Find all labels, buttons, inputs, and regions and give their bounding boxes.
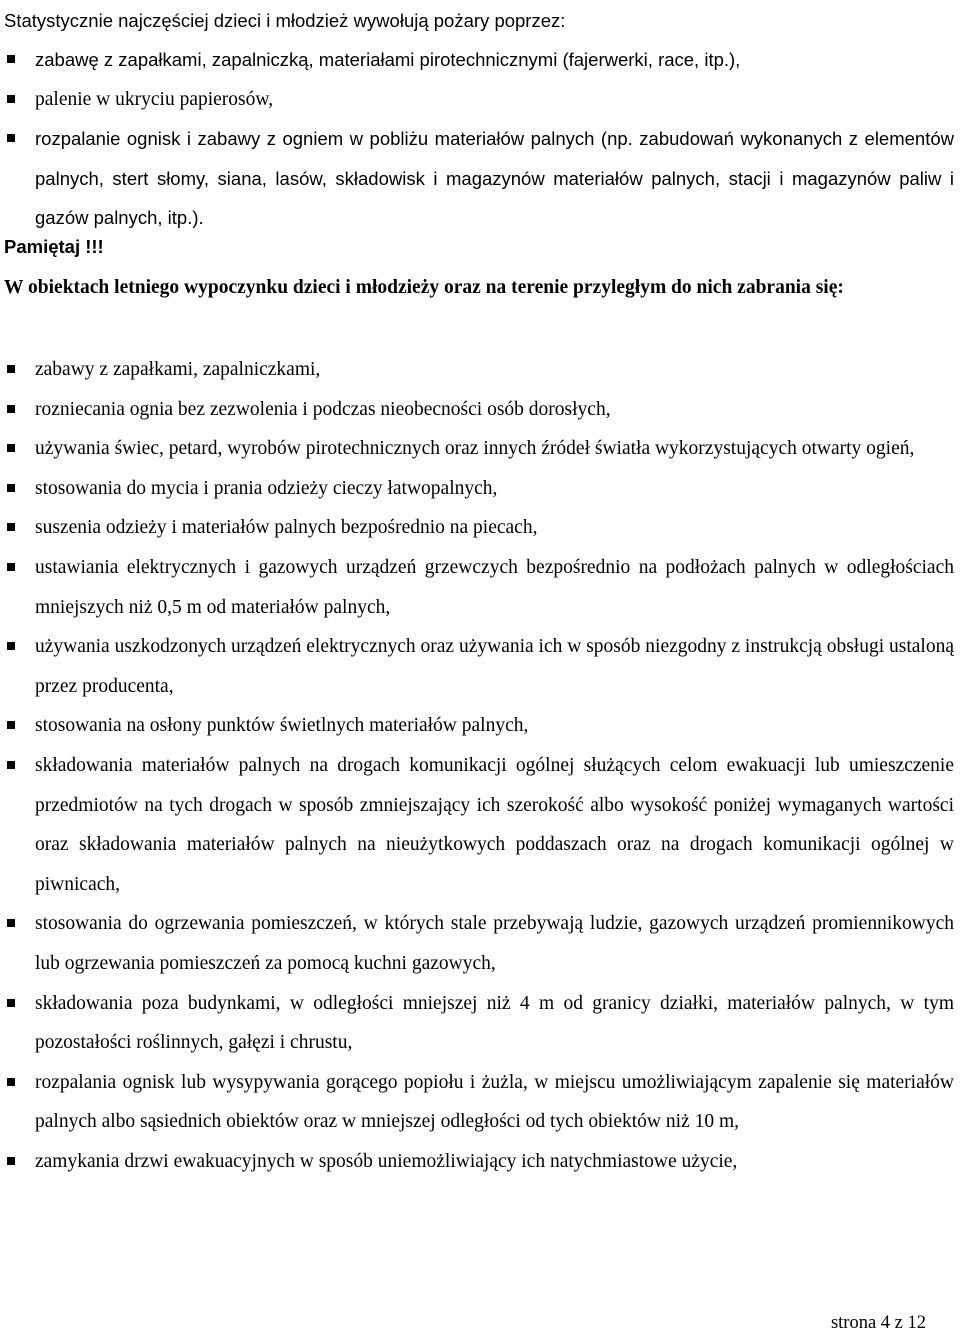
list-item-text: palenie w ukryciu papierosów, [35, 88, 274, 110]
square-bullet-icon [7, 761, 15, 769]
list-item [4, 746, 954, 904]
list-item [4, 429, 954, 469]
list-item-text: stosowania do mycia i prania odzieży cieczy łatwopalnych, [35, 477, 498, 499]
list-item [4, 904, 954, 983]
causes-list [4, 40, 954, 238]
square-bullet-icon [7, 405, 15, 413]
square-bullet-icon [7, 919, 15, 927]
list-item-text: używania świec, petard, wyrobów pirotechnicznych oraz innych źródeł światła wykorzystujących otwarty ogień, [35, 438, 915, 460]
square-bullet-icon [7, 484, 15, 492]
list-item-text: zamykania drzwi ewakuacyjnych w sposób uniemożliwiający ich natychmiastowe użycie, [35, 1150, 738, 1172]
list-item [4, 984, 954, 1063]
square-bullet-icon [7, 444, 15, 452]
list-item [4, 390, 954, 430]
square-bullet-icon [7, 642, 15, 650]
square-bullet-icon [7, 999, 15, 1007]
list-item [4, 40, 954, 80]
list-item-text: suszenia odzieży i materiałów palnych bezpośrednio na piecach, [35, 517, 538, 539]
list-item [4, 508, 954, 548]
list-item [4, 1142, 954, 1182]
square-bullet-icon [7, 134, 15, 142]
list-item-text: zabawę z zapałkami, zapalniczką, materiałami pirotechnicznymi (fajerwerki, race, itp.), [35, 49, 741, 70]
list-item-text: zabawy z zapałkami, zapalniczkami, [35, 359, 321, 380]
list-item [4, 706, 954, 746]
list-item [4, 469, 954, 509]
square-bullet-icon [7, 721, 15, 729]
square-bullet-icon [7, 523, 15, 531]
remember-label: Pamiętaj !!! [4, 236, 104, 257]
list-item-text: ustawiania elektrycznych i gazowych urządzeń grzewczych bezpośrednio na podłożach palnych w odległościach mniejszych niż 0,5 m od materiałów palnych, [35, 556, 954, 618]
prohibitions-list [4, 350, 954, 1181]
list-item [4, 1063, 954, 1142]
list-item [4, 119, 954, 238]
prohibition-heading: W obiektach letniego wypoczynku dzieci i młodzieży oraz na terenie przyległym do nich zabrania się: [4, 277, 844, 298]
list-item-text: rozniecania ognia bez zezwolenia i podczas nieobecności osób dorosłych, [35, 398, 611, 420]
square-bullet-icon [7, 365, 15, 373]
list-item-text: składowania materiałów palnych na drogach komunikacji ogólnej służących celom ewakuacji lub umieszczenie przedmiotów na tych drogach w sposób zmniejszający ich szerokość albo wysokość poniżej wymaganych wartości oraz składowania materiałów palnych na nieużytkowych poddaszach oraz na drogach komunikacji ogólnej w piwnicach, [35, 754, 954, 895]
list-item-text: stosowania do ogrzewania pomieszczeń, w których stale przebywają ludzie, gazowych urządzeń promiennikowych lub ogrzewania pomieszczeń za pomocą kuchni gazowych, [35, 913, 954, 974]
list-item-text: rozpalanie ognisk i zabawy z ogniem w pobliżu materiałów palnych (np. zabudowań wykonanych z elementów palnych, stert słomy, siana, lasów, składowisk i magazynów materiałów palnych, stacji i magazynów paliw i gazów palnych, itp.). [35, 128, 954, 228]
list-item-text: używania uszkodzonych urządzeń elektrycznych oraz używania ich w sposób niezgodny z instrukcją obsługi ustaloną przez producenta, [35, 636, 954, 697]
square-bullet-icon [7, 1078, 15, 1086]
list-item [4, 627, 954, 706]
list-item [4, 80, 954, 120]
list-item-text: rozpalania ognisk lub wysypywania gorącego popiołu i żużla, w miejscu umożliwiającym zapalenie się materiałów palnych albo sąsiednich obiektów oraz w mniejszej odległości od tych obiektów niż 10 m, [35, 1071, 954, 1133]
intro-paragraph: Statystycznie najczęściej dzieci i młodzież wywołują pożary poprzez: [4, 10, 566, 31]
square-bullet-icon [7, 1157, 15, 1165]
square-bullet-icon [7, 55, 15, 63]
square-bullet-icon [7, 563, 15, 571]
list-item [4, 350, 954, 390]
page-number: strona 4 z 12 [830, 1313, 926, 1333]
list-item-text: składowania poza budynkami, w odległości mniejszej niż 4 m od granicy działki, materiałów palnych, w tym pozostałości roślinnych, gałęzi i chrustu, [35, 992, 954, 1054]
list-item-text: stosowania na osłony punktów świetlnych materiałów palnych, [35, 715, 529, 737]
list-item [4, 548, 954, 627]
square-bullet-icon [7, 95, 15, 103]
